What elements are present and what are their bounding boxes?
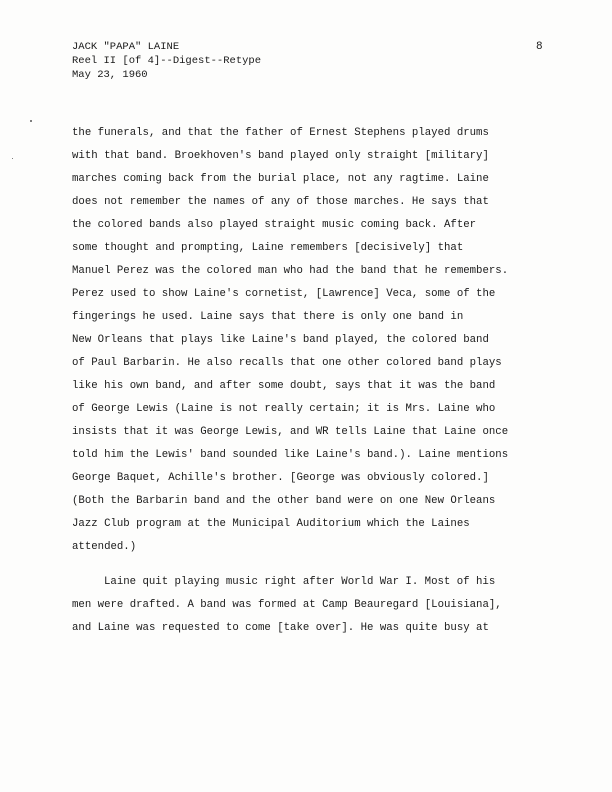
paragraph-2: [72, 571, 552, 640]
text-line: marches coming back from the burial place, not any ragtime. Laine: [72, 173, 489, 185]
text-line: of Paul Barbarin. He also recalls that one other colored band plays: [72, 357, 502, 369]
text-line: Jazz Club program at the Municipal Auditorium which the Laines: [72, 518, 470, 530]
header-reel-info: Reel II [of 4]--Digest--Retype: [72, 55, 262, 67]
text-line: George Baquet, Achille's brother. [George was obviously colored.]: [72, 472, 489, 484]
paragraph-gap: [72, 559, 552, 571]
scan-speck: [12, 158, 13, 159]
paragraph-1: [72, 122, 552, 559]
text-line: fingerings he used. Laine says that there is only one band in: [72, 311, 464, 323]
header-title: JACK "PAPA" LAINE: [72, 41, 180, 53]
text-line: like his own band, and after some doubt, says that it was the band: [72, 380, 496, 392]
text-line: Manuel Perez was the colored man who had the band that he remembers.: [72, 265, 509, 277]
text-line: men were drafted. A band was formed at Camp Beauregard [Louisiana],: [72, 599, 502, 611]
text-line: some thought and prompting, Laine remembers [decisively] that: [72, 242, 464, 254]
scan-speck: [30, 120, 32, 122]
text-line: Perez used to show Laine's cornetist, [Lawrence] Veca, some of the: [72, 288, 496, 300]
text-line: Laine quit playing music right after World War I. Most of his: [104, 576, 496, 588]
text-line: does not remember the names of any of those marches. He says that: [72, 196, 489, 208]
text-line: New Orleans that plays like Laine's band played, the colored band: [72, 334, 489, 346]
page-number: 8: [536, 41, 543, 53]
document-body: [72, 122, 552, 640]
text-line: told him the Lewis' band sounded like Laine's band.). Laine mentions: [72, 449, 509, 461]
document-header: [72, 40, 492, 82]
text-line: and Laine was requested to come [take over]. He was quite busy at: [72, 622, 489, 634]
text-line: the funerals, and that the father of Ernest Stephens played drums: [72, 127, 489, 139]
text-line: the colored bands also played straight music coming back. After: [72, 219, 477, 231]
text-line: with that band. Broekhoven's band played only straight [military]: [72, 150, 489, 162]
header-date: May 23, 1960: [72, 69, 148, 81]
text-line: (Both the Barbarin band and the other band were on one New Orleans: [72, 495, 496, 507]
text-line: of George Lewis (Laine is not really certain; it is Mrs. Laine who: [72, 403, 496, 415]
text-line: attended.): [72, 541, 137, 553]
text-line: insists that it was George Lewis, and WR tells Laine that Laine once: [72, 426, 509, 438]
